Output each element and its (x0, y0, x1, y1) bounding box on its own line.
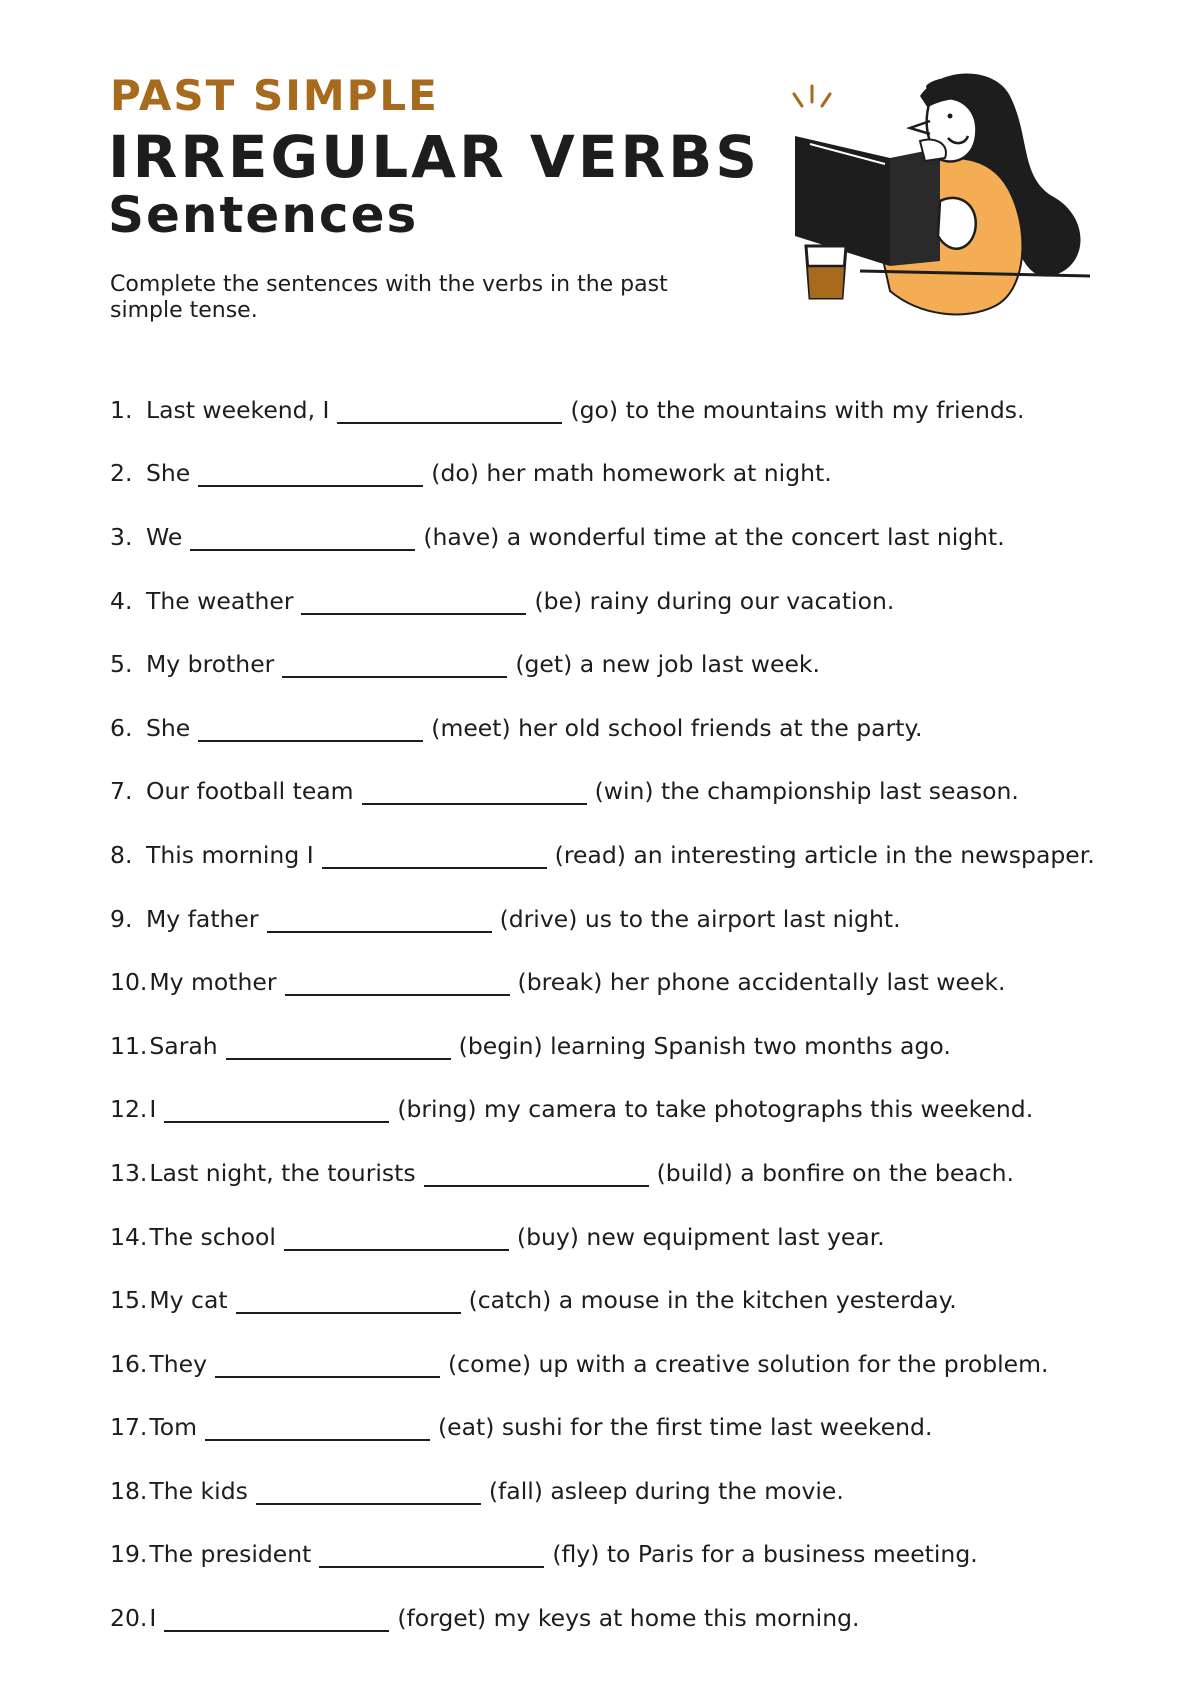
sentence-end: (win) the championship last season. (594, 777, 1019, 806)
sentence-start: My father (146, 904, 259, 933)
exercise-sentence (110, 1586, 1160, 1650)
sentence-end: (forget) my keys at home this morning. (397, 1604, 860, 1633)
answer-blank[interactable] (301, 591, 526, 615)
answer-blank[interactable] (198, 463, 423, 487)
sentence-number: 19. (110, 1540, 148, 1569)
sentence-start: The kids (149, 1476, 248, 1505)
sentence-start: Last weekend, I (146, 395, 330, 424)
sentence-start: Last night, the tourists (149, 1158, 416, 1187)
answer-blank[interactable] (285, 972, 510, 996)
exercise-list (110, 378, 1160, 1650)
sentence-end: (begin) learning Spanish two months ago. (458, 1031, 951, 1060)
instructions: Complete the sentences with the verbs in the past simple tense. (110, 272, 668, 323)
sentence-end: (bring) my camera to take photographs this weekend. (397, 1095, 1034, 1124)
sentence-start: Sarah (149, 1031, 218, 1060)
sentence-number: 16. (110, 1349, 148, 1378)
sentence-end: (read) an interesting article in the newspaper. (554, 840, 1095, 869)
exercise-sentence (110, 823, 1160, 887)
sentence-number: 20. (110, 1604, 148, 1633)
exercise-sentence (110, 378, 1160, 442)
sentence-number: 17. (110, 1413, 148, 1442)
sentence-end: (be) rainy during our vacation. (534, 586, 895, 615)
sentence-number: 4. (110, 586, 133, 615)
sentence-start: My cat (149, 1286, 228, 1315)
answer-blank[interactable] (164, 1608, 389, 1632)
exercise-sentence (110, 1268, 1160, 1332)
answer-blank[interactable] (319, 1544, 544, 1568)
worksheet-kicker: PAST SIMPLE (110, 71, 439, 120)
sentence-number: 11. (110, 1031, 148, 1060)
sentence-number: 18. (110, 1476, 148, 1505)
sentence-end: (come) up with a creative solution for the problem. (448, 1349, 1049, 1378)
sentence-start: Our football team (146, 777, 354, 806)
sentence-start: This morning I (146, 840, 314, 869)
answer-blank[interactable] (337, 400, 562, 424)
answer-blank[interactable] (205, 1417, 430, 1441)
exercise-sentence (110, 1141, 1160, 1205)
sentence-end: (get) a new job last week. (515, 650, 821, 679)
answer-blank[interactable] (198, 718, 423, 742)
sentence-end: (do) her math homework at night. (431, 459, 832, 488)
sentence-start: The school (149, 1222, 276, 1251)
sentence-end: (buy) new equipment last year. (516, 1222, 885, 1251)
sentence-number: 1. (110, 395, 133, 424)
exercise-sentence (110, 887, 1160, 951)
coffee-cup-icon (800, 222, 852, 302)
sentence-end: (build) a bonfire on the beach. (656, 1158, 1014, 1187)
sentence-start: She (146, 459, 191, 488)
sentence-start: My brother (146, 650, 275, 679)
sentence-start: My mother (149, 968, 277, 997)
sentence-start: She (146, 713, 191, 742)
worksheet-subtitle: Sentences (108, 186, 419, 244)
exercise-sentence (110, 1205, 1160, 1269)
answer-blank[interactable] (226, 1036, 451, 1060)
answer-blank[interactable] (362, 781, 587, 805)
sentence-start: We (146, 522, 183, 551)
sentence-number: 2. (110, 459, 133, 488)
sentence-number: 5. (110, 650, 133, 679)
exercise-sentence (110, 1459, 1160, 1523)
exercise-sentence (110, 569, 1160, 633)
exercise-sentence (110, 1396, 1160, 1460)
exercise-sentence (110, 1014, 1160, 1078)
sentence-number: 7. (110, 777, 133, 806)
sentence-start: Tom (149, 1413, 198, 1442)
sentence-end: (go) to the mountains with my friends. (570, 395, 1025, 424)
answer-blank[interactable] (322, 845, 547, 869)
answer-blank[interactable] (424, 1163, 649, 1187)
exercise-sentence (110, 1078, 1160, 1142)
worksheet-title: IRREGULAR VERBS (108, 123, 761, 191)
answer-blank[interactable] (164, 1099, 389, 1123)
sentence-start: I (149, 1095, 157, 1124)
sentence-start: The president (149, 1540, 312, 1569)
sentence-end: (meet) her old school friends at the party. (431, 713, 923, 742)
sentence-number: 6. (110, 713, 133, 742)
exercise-sentence (110, 950, 1160, 1014)
sentence-number: 3. (110, 522, 133, 551)
answer-blank[interactable] (267, 909, 492, 933)
sentence-end: (catch) a mouse in the kitchen yesterday. (468, 1286, 957, 1315)
sentence-number: 15. (110, 1286, 148, 1315)
exercise-sentence (110, 442, 1160, 506)
sentence-number: 14. (110, 1222, 148, 1251)
exercise-sentence (110, 760, 1160, 824)
exercise-sentence (110, 1523, 1160, 1587)
answer-blank[interactable] (215, 1354, 440, 1378)
sentence-end: (drive) us to the airport last night. (499, 904, 901, 933)
exercise-sentence (110, 1332, 1160, 1396)
answer-blank[interactable] (236, 1290, 461, 1314)
sentence-number: 13. (110, 1158, 148, 1187)
sentence-end: (break) her phone accidentally last week. (517, 968, 1006, 997)
sentence-end: (fall) asleep during the movie. (488, 1476, 844, 1505)
sentence-number: 8. (110, 840, 133, 869)
answer-blank[interactable] (282, 654, 507, 678)
exercise-sentence (110, 696, 1160, 760)
sentence-number: 12. (110, 1095, 148, 1124)
answer-blank[interactable] (284, 1227, 509, 1251)
answer-blank[interactable] (190, 527, 415, 551)
sentence-number: 10. (110, 968, 148, 997)
sentence-end: (have) a wonderful time at the concert last night. (423, 522, 1005, 551)
sentence-number: 9. (110, 904, 133, 933)
sentence-start: They (149, 1349, 207, 1378)
sentence-start: The weather (146, 586, 294, 615)
exercise-sentence (110, 632, 1160, 696)
answer-blank[interactable] (256, 1481, 481, 1505)
exercise-sentence (110, 505, 1160, 569)
sentence-end: (fly) to Paris for a business meeting. (552, 1540, 978, 1569)
sentence-start: I (149, 1604, 157, 1633)
sentence-end: (eat) sushi for the first time last weekend. (438, 1413, 933, 1442)
